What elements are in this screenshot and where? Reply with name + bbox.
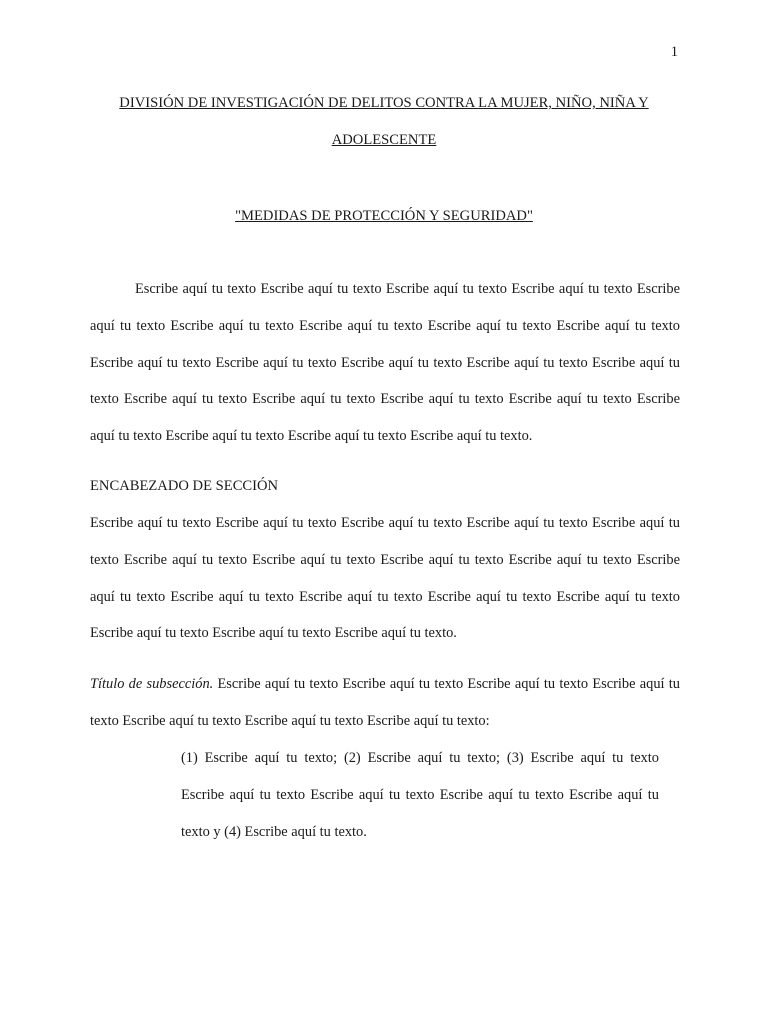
document-subtitle: "MEDIDAS DE PROTECCIÓN Y SEGURIDAD" (235, 208, 533, 224)
page-number: 1 (670, 44, 678, 60)
subsection-body: Escribe aquí tu texto Escribe aquí tu texto Escribe aquí tu texto Escribe aquí tu texto Escribe aquí tu texto Escribe aquí tu texto Escribe aquí tu texto: (90, 676, 681, 729)
subsection-paragraph (90, 666, 680, 740)
section-body: Escribe aquí tu texto Escribe aquí tu texto Escribe aquí tu texto Escribe aquí tu texto Escribe aquí tu texto Escribe aquí tu texto Escribe aquí tu texto Escribe aquí tu texto Escribe aquí tu texto Escribe aquí tu texto Escribe aquí tu texto Escribe aquí tu texto Escribe aquí tu texto Escribe aquí tu texto Escribe aquí tu texto Escribe aquí tu texto Escribe aquí tu texto. (90, 515, 680, 642)
section-heading: ENCABEZADO DE SECCIÓN (90, 478, 279, 494)
intro-paragraph: Escribe aquí tu texto Escribe aquí tu texto Escribe aquí tu texto Escribe aquí tu texto Escribe aquí tu texto Escribe aquí tu texto Escribe aquí tu texto Escribe aquí tu texto Escribe aquí tu texto Escribe aquí tu texto Escribe aquí tu texto Escribe aquí tu texto Escribe aquí tu texto Escribe aquí tu texto Escribe aquí tu texto Escribe aquí tu texto Escribe aquí tu texto Escribe aquí tu texto Escribe aquí tu texto Escribe aquí tu texto Escribe aquí tu texto Escribe aquí tu texto. (90, 281, 680, 445)
document-title: DIVISIÓN DE INVESTIGACIÓN DE DELITOS CONTRA LA MUJER, NIÑO, NIÑA Y ADOLESCENTE (119, 95, 649, 148)
subsection-list: (1) Escribe aquí tu texto; (2) Escribe aquí tu texto; (3) Escribe aquí tu texto Escribe aquí tu texto Escribe aquí tu texto Escribe aquí tu texto Escribe aquí tu texto y (4) Escribe aquí tu texto. (181, 750, 659, 840)
subsection-title: Título de subsección. (90, 676, 214, 692)
